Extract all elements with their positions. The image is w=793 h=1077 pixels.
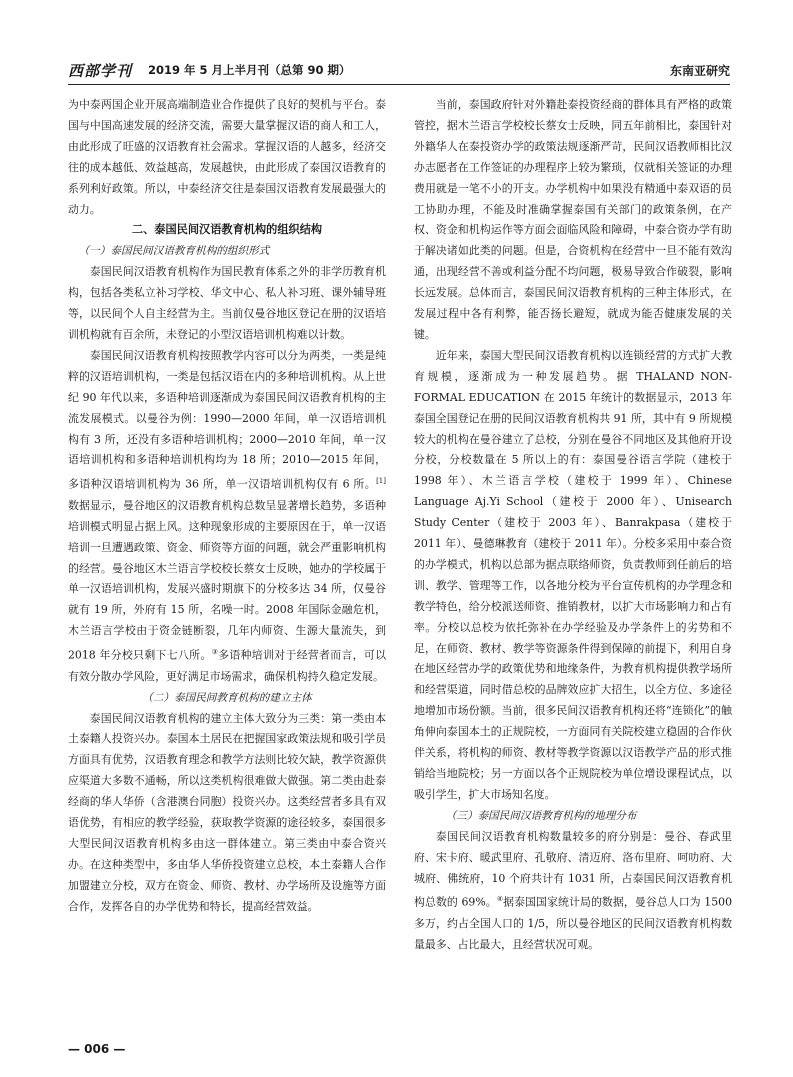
paragraph-text: 多语种培训对于经营者而言，可以有效分散办学风险，更好满足市场需求，确保机构持久稳定发展。 bbox=[68, 648, 386, 683]
paragraph-text: 数据显示，曼谷地区的汉语教育机构总数呈显著增长趋势，多语种培训模式明显占据上风。这种现象形成的主要原因在于，单一汉语培训一旦遭遇政策、资金、师资等方面的问题，就会严重影响机构的经营。曼谷地区木兰语言学校校长蔡女士反映，她办的学校属于单一汉语培训机构，发展兴盛时期旗下的分校多达 34 所，仅曼谷就有 19 所，外府有 15 所，名噪一时。2008 年国际金融危机，木兰语言学校由于资金链断裂，几年内师资、生源大量流失，到 2018 年分校只剩下七八所。 bbox=[68, 498, 386, 662]
subsection-heading: （三）泰国民间汉语教育机构的地理分布 bbox=[445, 809, 637, 822]
paragraph-text: 据泰国国家统计局的数据，曼谷总人口为 1500 多万，约占全国人口的 1/5，所以曼谷地区的民间汉语教育机构数量最多、占比最大，且经营状况可观。 bbox=[414, 896, 733, 951]
paragraph: 近年来，泰国大型民间汉语教育机构以连锁经营的方式扩大教育规模，逐渐成为一种发展趋势。据 THALAND NON-FORMAL EDUCATION 在 2015 年统计的数据显示，2013 年泰国全国登记在册的民间汉语教育机构共 91 所，其中有 9 所规模较大的机构在曼谷建立了总校，分别在曼谷不同地区及其他府开设分校，分校数量在 5 所以上的有：泰国曼谷语言学院（建校于 1998 年）、木兰语言学校（建校于 1999 年）、Chinese Language Aj.Yi School（建校于 2000 年）、Unisearch Study Center（建校于 2003 年）、Banrakpasa（建校于 2011 年）、曼德琳教育（建校于 2011 年）。分校多采用中泰合资的办学模式，机构以总部为据点联络师资，负责教师到任前后的培训、教学、管理等工作，以各地分校为平台宣传机构的办学理念和教学特色，给分校派送师资、推销教材，以扩大市场影响力和占有率。分校以总校为依托弥补在办学经验及办学条件上的劣势和不足，在师资、教材、教学等资源条件得到保障的前提下，利用自身在地区经营办学的政策优势和地缘条件，为教育机构提供教学场所和经营渠道，同时借总校的品牌效应扩大招生，以全方位、多途径地增加市场份额。当前，很多民间汉语教育机构还将“连锁化”的触角伸向泰国本土的正规院校，一方面同有关院校建立稳固的合作伙伴关系，将机构的师资、教材等教学资源以汉语教学产品的形式推销给当地院校；另一方面以各个正规院校为单位增设课程试点，以吸引学生，扩大市场知名度。 bbox=[414, 348, 732, 801]
paragraph: 泰国民间汉语教育机构的建立主体大致分为三类：第一类由本土泰籍人投资兴办。泰国本土居民在把握国家政策法规和吸引学员方面具有优势，汉语教育理念和教学方法则比较欠缺，教学资源供应渠道大多数不通畅，所以这类机构很难做大做强。第二类由赴泰经商的华人华侨（含港澳台同胞）投资兴办。这类经营者多具有双语优势，有相应的教学经验，获取教学资源的途径较多，泰国很多大型民间汉语教育机构多由这一群体建立。第三类由中泰合资兴办。在这种类型中，多由华人华侨投资建立总校，本土泰籍人合作加盟建立分校，双方在资金、师资、教材、办学场所及设施等方面合作，发挥各自的办学优势和特长，提高经营效益。 bbox=[68, 711, 386, 913]
paragraph-text: 泰国民间汉语教育机构数量较多的府分别是：曼谷、春武里府、宋卡府、暖武里府、孔敬府、清迈府、洛布里府、呵叻府、大城府、佛统府，10 个府共计有 1031 所，占泰国民间汉语教育机构总数的 69%。 bbox=[414, 829, 732, 910]
issue-info: 2019 年 5 月上半月刊（总第 90 期） bbox=[148, 63, 351, 77]
section-title: 东南亚研究 bbox=[669, 64, 730, 78]
footnote-mark: ③ bbox=[211, 648, 219, 657]
paragraph-text: 泰国民间汉语教育机构按照教学内容可以分为两类，一类是纯粹的汉语培训机构，一类是包括汉语在内的多种培训机构。从上世纪 90 年代以来，多语种培训逐渐成为泰国民间汉语教育机构的主流发展模式。以曼谷为例：1990—2000 年间，单一汉语培训机构有 3 所，还没有多语种培训机构；2000—2010 年间，单一汉语培训机构和多语种培训机构均为 18 所；2010—2015 年间，多语种汉语培训机构为 36 所，单一汉语培训机构仅有 6 所。 bbox=[68, 348, 386, 491]
paragraph bbox=[68, 346, 386, 688]
reference-mark: [1] bbox=[376, 477, 386, 486]
page-number: — 006 — bbox=[68, 1042, 126, 1056]
journal-logo: 西部学刊 bbox=[68, 62, 133, 80]
running-header bbox=[68, 58, 730, 85]
subsection-heading: （二）泰国民间教育机构的建立主体 bbox=[142, 691, 312, 704]
section-heading: 二、泰国民间汉语教育机构的组织结构 bbox=[131, 223, 323, 237]
right-column bbox=[414, 95, 732, 956]
paragraph bbox=[414, 827, 732, 956]
paragraph: 当前，泰国政府针对外籍赴泰投资经商的群体具有严格的政策管控，据木兰语言学校校长蔡女士反映，同五年前相比，泰国针对外籍华人在泰投资办学的政策法规逐渐严苛，民间汉语教师相比汉办志愿者在工作签证的办理程序上较为繁琐，仅就相关签证的办理费用就是一笔不小的开支。办学机构中如果没有精通中泰双语的员工协助办理，不能及时准确掌握泰国有关部门的政策条例，在产权、资金和机构运作等方面会面临风险和障碍，中泰合资办学有助于解决诸如此类的问题。但是，合资机构在经营中一旦不能有效沟通，出现经营不善或利益分配不均问题，极易导致合作破裂，影响长远发展。总体而言，泰国民间汉语教育机构的三种主体形式，在发展过程中各有利弊，能否扬长避短，就成为能否健康发展的关键。 bbox=[414, 98, 732, 341]
left-column bbox=[68, 95, 386, 918]
footnote-mark: ④ bbox=[496, 895, 504, 904]
subsection-heading: （一）泰国民间汉语教育机构的组织形式 bbox=[78, 245, 270, 258]
paragraph: 为中泰两国企业开展高端制造业合作提供了良好的契机与平台。泰国与中国高速发展的经济交流，需要大量掌握汉语的商人和工人，由此形成了旺盛的汉语教育社会需求。掌握汉语的人越多，经济交往的成本越低、效益越高，发展越快，由此形成了泰国汉语教育的系列利好政策。所以，中泰经济交往是泰国汉语教育发展最强大的动力。 bbox=[68, 98, 386, 216]
paragraph: 泰国民间汉语教育机构作为国民教育体系之外的非学历教育机构，包括各类私立补习学校、华文中心、私人补习班、课外辅导班等，以民间个人自主经营为主。当前仅曼谷地区登记在册的汉语培训机构就有百余所，未登记的小型汉语培训机构难以计数。 bbox=[68, 265, 386, 341]
